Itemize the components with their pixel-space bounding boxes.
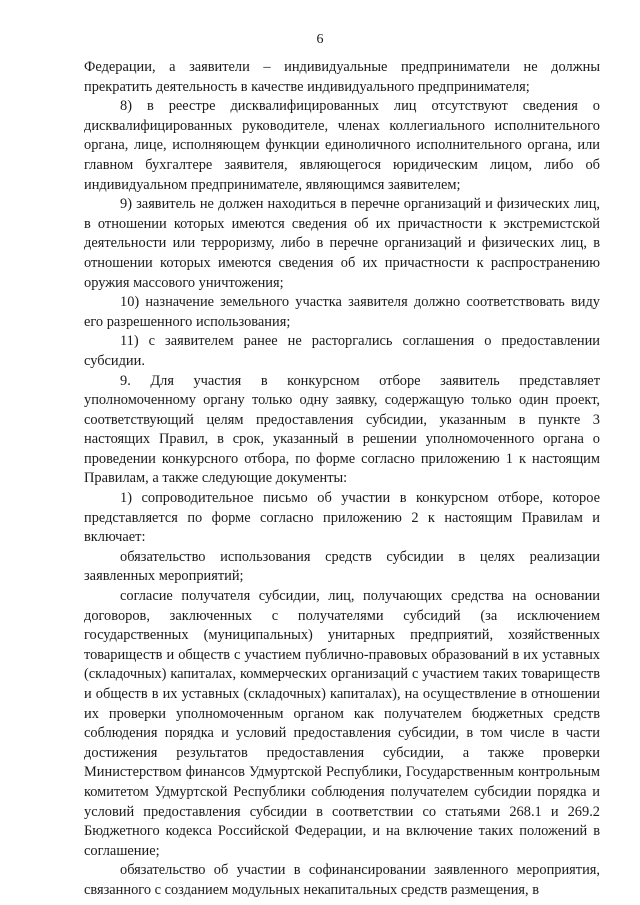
paragraph-consent: согласие получателя субсидии, лиц, получающих средства на основании договоров, заключенных с получателями субсидий (за исключением государственных (муниципальных) унитарных предприятий, хозяйственных товариществ и обществ с участием публично-правовых образований в их уставных (складочных) капиталах, коммерческих организаций с участием таких товариществ и обществ в их уставных (складочных) капиталах), на осуществление в отношении их проверки уполномоченным органом как получателем бюджетных средств соблюдения порядка и условий предоставления субсидии, в том числе в части достижения результатов предоставления субсидии, а также проверки Министерством финансов Удмуртской Республики, Государственным контрольным комитетом Удмуртской Республики соблюдения получателем субсидии порядка и условий предоставления субсидии в соответствии со статьями 268.1 и 269.2 Бюджетного кодекса Российской Федерации, и на включение таких положений в соглашение;	[84, 588, 600, 859]
paragraph-subitem-1: 1) сопроводительное письмо об участии в конкурсном отборе, которое представляется по форме согласно приложению 2 к настоящим Правилам и включает:	[84, 490, 600, 546]
paragraph-item-11: 11) с заявителем ранее не расторгались соглашения о предоставлении субсидии.	[84, 333, 600, 369]
paragraph-obligation-cofinancing: обязательство об участии в софинансировании заявленного мероприятия, связанного с созданием модульных некапитальных средств размещения, в	[84, 862, 600, 898]
paragraph-item-10: 10) назначение земельного участка заявителя должно соответствовать виду его разрешенного использования;	[84, 294, 600, 330]
paragraph-item-8: 8) в реестре дисквалифицированных лиц отсутствуют сведения о дисквалифицированных руководителе, членах коллегиального исполнительного органа, лице, исполняющем функции единоличного исполнительного органа, или главном бухгалтере заявителя, являющегося юридическим лицом, либо об индивидуальном предпринимателе, являющимся заявителем;	[84, 98, 600, 193]
paragraph-continuation: Федерации, а заявители – индивидуальные предприниматели не должны прекратить деятельность в качестве индивидуального предпринимателя;	[84, 59, 600, 95]
page-number: 6	[316, 32, 324, 47]
paragraph-section-9: 9. Для участия в конкурсном отборе заявитель представляет уполномоченному органу только одну заявку, содержащую только один проект, соответствующий целям предоставления субсидии, указанным в пункте 3 настоящих Правил, в срок, указанный в решении уполномоченного органа о проведении конкурсного отбора, по форме согласно приложению 1 к настоящим Правилам, а также следующие документы:	[84, 372, 600, 487]
paragraph-item-9: 9) заявитель не должен находиться в перечне организаций и физических лиц, в отношении которых имеются сведения об их причастности к экстремистской деятельности или терроризму, либо в перечне организаций и физических лиц, в отношении которых имеются сведения об их причастности к распространению оружия массового уничтожения;	[84, 196, 600, 291]
document-body	[84, 58, 600, 901]
paragraph-obligation-funds: обязательство использования средств субсидии в целях реализации заявленных мероприятий;	[84, 548, 600, 585]
